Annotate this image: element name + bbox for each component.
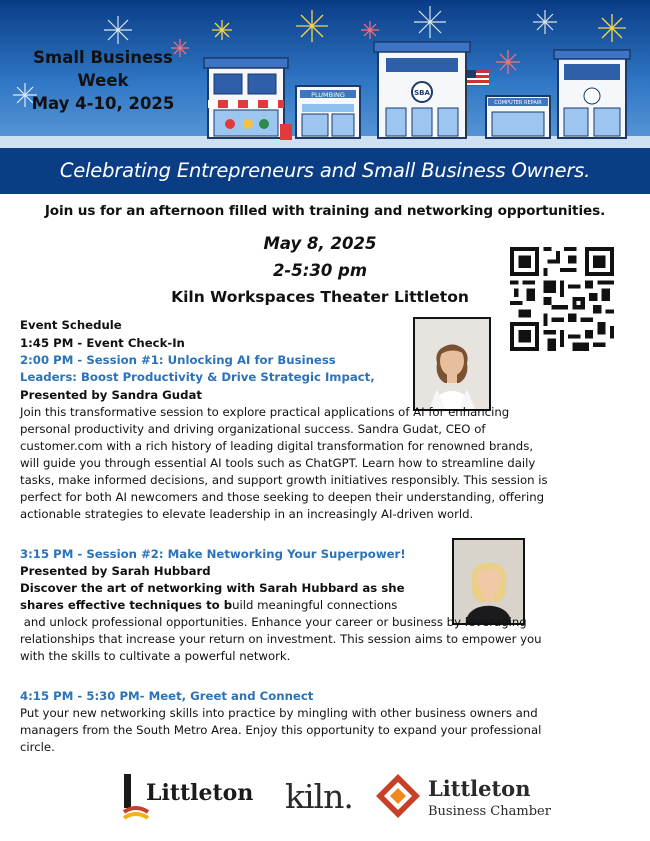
shop-building-plumbing (296, 86, 360, 138)
hero-title-line: Small Business (33, 48, 173, 67)
plumbing-sign: PLUMBING (311, 91, 345, 99)
event-venue: Kiln Workspaces Theater Littleton (171, 288, 469, 306)
shop-building-sba (374, 42, 470, 138)
session2-presenter: Presented by Sarah Hubbard (20, 564, 211, 578)
kiln-logo (283, 770, 363, 822)
qr-code-icon[interactable] (510, 247, 614, 351)
littleton-logo-icon (122, 770, 262, 822)
sba-sign: SBA (414, 89, 430, 97)
schedule-heading: Event Schedule (20, 318, 122, 332)
session1-body: tasks, make informed decisions, and support growth initiatives responsibly. This session is (20, 473, 548, 487)
session2-body: and unlock professional opportunities. Enhance your career or business by leveraging (20, 615, 527, 629)
event-date: May 8, 2025 (263, 234, 377, 253)
hero-title-line: May 4-10, 2025 (31, 94, 175, 113)
shop-building-1 (204, 58, 288, 138)
sandra-gudat-photo (413, 317, 491, 411)
hero-title (28, 46, 178, 115)
session1-body: customer.com with a rich history of leading digital transformation for renowned brands, (20, 439, 534, 453)
portrait-icon (415, 319, 489, 409)
littleton-business-chamber-logo (376, 770, 566, 822)
shop-building-5 (554, 50, 630, 138)
session3-body: Put your new networking skills into practice by mingling with other business owners and (20, 706, 538, 720)
session1-presenter: Presented by Sandra Gudat (20, 388, 202, 402)
svg-text:Business Chamber: Business Chamber (428, 804, 551, 819)
chamber-logo-icon (376, 770, 566, 822)
svg-text:kiln.: kiln. (285, 777, 353, 816)
hero-title-line: Week (77, 71, 129, 90)
session2-lead: Discover the art of networking with Sarah Hubbard as she (20, 581, 405, 595)
shop-building-computer-repair (486, 96, 550, 138)
checkin-time: 1:45 PM - Event Check-In (20, 336, 185, 350)
session3-title: 4:15 PM - 5:30 PM- Meet, Greet and Connect (20, 689, 314, 703)
session1-body: personal productivity and driving organizational success. Sandra Gudat, CEO of (20, 422, 486, 436)
session1-title: 2:00 PM - Session #1: Unlocking AI for Business (20, 353, 336, 367)
svg-text:Littleton: Littleton (146, 780, 254, 806)
littleton-logo (122, 770, 262, 822)
sarah-hubbard-photo (452, 538, 525, 625)
session1-title: Leaders: Boost Productivity & Drive Strategic Impact, (20, 370, 375, 384)
computer-repair-sign: COMPUTER REPAIR (494, 100, 542, 106)
session2-body: relationships that increase your return on investment. This session aims to empower you (20, 632, 542, 646)
tagline-banner: Celebrating Entrepreneurs and Small Business Owners. (0, 148, 650, 194)
event-time: 2-5:30 pm (272, 261, 368, 280)
session2-title: 3:15 PM - Session #2: Make Networking Your Superpower! (20, 547, 406, 561)
session1-body: actionable strategies to elevate leadership in an increasingly AI-driven world. (20, 507, 474, 521)
session1-body: perfect for both AI newcomers and those seeking to deepen their understanding, offering (20, 490, 545, 504)
session3-body: managers from the South Metro Area. Enjoy this opportunity to expand your professional (20, 723, 542, 737)
fireworks-gold-icon (212, 10, 626, 42)
kiln-logo-icon (283, 770, 363, 822)
portrait-icon (454, 540, 523, 623)
svg-text:Littleton: Littleton (428, 776, 531, 801)
session2-lead (20, 597, 397, 614)
session2-body: with the skills to cultivate a powerful network. (20, 649, 291, 663)
session2-lead-rest: uild meaningful connections (232, 598, 398, 612)
sandwich-board-sign (280, 124, 292, 140)
session1-body: Join this transformative session to explore practical applications of AI for enhancing (20, 405, 510, 419)
session1-body: will guide you through essential AI tools such as ChatGPT. Learn how to streamline daily (20, 456, 536, 470)
session2-lead-bold: shares effective techniques to b (20, 598, 233, 612)
session3-body: circle. (20, 740, 55, 754)
intro-text: Join us for an afternoon filled with training and networking opportunities. (44, 203, 606, 219)
hero-banner (0, 0, 650, 148)
